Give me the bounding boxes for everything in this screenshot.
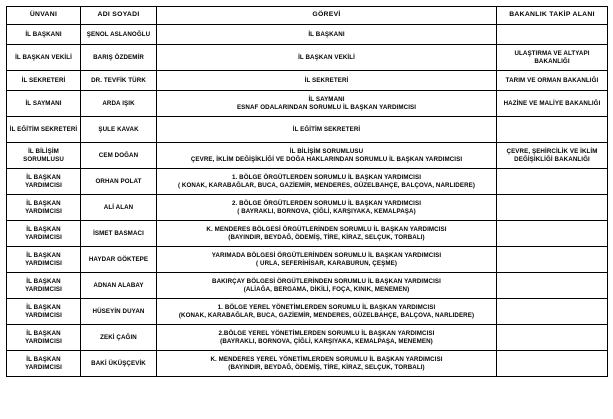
duty-main: 1. BÖLGE YEREL YÖNETİMLERDEN SORUMLU İL BAŞKAN YARDIMCISI xyxy=(217,303,436,311)
duty-sub: ESNAF ODALARINDAN SORUMLU İL BAŞKAN YARDIMCISI xyxy=(236,103,417,111)
cell-ministry xyxy=(497,351,608,377)
organization-table xyxy=(6,6,608,377)
table-row xyxy=(7,247,608,273)
cell-title: İL BAŞKAN YARDIMCISI xyxy=(7,351,81,377)
table-row xyxy=(7,91,608,117)
cell-duty xyxy=(157,247,497,273)
cell-duty xyxy=(157,169,497,195)
duty-main: 2. BÖLGE ÖRGÜTLERDEN SORUMLU İL BAŞKAN YARDIMCISI xyxy=(231,199,422,207)
cell-ministry xyxy=(497,247,608,273)
cell-duty xyxy=(157,273,497,299)
cell-title: İL BAŞKAN YARDIMCISI xyxy=(7,325,81,351)
duty-sub: ( KONAK, KARABAĞLAR, BUCA, GAZİEMİR, MENDERES, GÜZELBAHÇE, BALÇOVA, NARLIDERE) xyxy=(177,181,476,189)
cell-duty xyxy=(157,221,497,247)
duty-main: İL BAŞKAN VEKİLİ xyxy=(298,53,355,61)
duty-main: İL SEKRETERİ xyxy=(304,76,349,84)
cell-duty xyxy=(157,325,497,351)
column-header-duty: GÖREVİ xyxy=(157,7,497,25)
cell-name: İSMET BASMACI xyxy=(81,221,157,247)
cell-name: CEM DOĞAN xyxy=(81,143,157,169)
cell-title: İL BAŞKAN YARDIMCISI xyxy=(7,195,81,221)
cell-name: ADNAN ALABAY xyxy=(81,273,157,299)
cell-duty xyxy=(157,45,497,71)
duty-sub: ( BAYRAKLI, BORNOVA, ÇİĞLİ, KARŞIYAKA, KEMALPAŞA) xyxy=(237,207,416,215)
cell-name: ŞENOL ASLANOĞLU xyxy=(81,25,157,45)
duty-main: K. MENDERES YEREL YÖNETİMLERDEN SORUMLU İL BAŞKAN YARDIMCISI xyxy=(210,355,443,363)
table-row xyxy=(7,169,608,195)
table-row xyxy=(7,325,608,351)
cell-duty xyxy=(157,195,497,221)
duty-main: BAKIRÇAY BÖLGESİ ÖRGÜTLERİNDEN SORUMLU İL BAŞKAN YARDIMCISI xyxy=(212,277,441,285)
cell-ministry xyxy=(497,169,608,195)
duty-main: K. MENDERES BÖLGESİ ÖRGÜTLERİNDEN SORUMLU İL BAŞKAN YARDIMCISI xyxy=(206,225,447,233)
cell-duty xyxy=(157,71,497,91)
table-header-row xyxy=(7,7,608,25)
table-row xyxy=(7,221,608,247)
duty-sub: (KONAK, KARABAĞLAR, BUCA, GAZİEMİR, MENDERES, GÜZELBAHÇE, BALÇOVA, NARLIDERE) xyxy=(178,311,475,319)
duty-main: İL EĞİTİM SEKRETERİ xyxy=(292,125,361,133)
table-header xyxy=(7,7,608,25)
cell-title: İL BİLİŞİM SORUMLUSU xyxy=(7,143,81,169)
cell-title: İL BAŞKAN YARDIMCISI xyxy=(7,247,81,273)
cell-ministry: ULAŞTIRMA VE ALTYAPI BAKANLIĞI xyxy=(497,45,608,71)
cell-ministry xyxy=(497,25,608,45)
duty-main: 2.BÖLGE YEREL YÖNETİMLERDEN SORUMLU İL BAŞKAN YARDIMCISI xyxy=(218,329,435,337)
cell-name: DR. TEVFİK TÜRK xyxy=(81,71,157,91)
duty-sub: (BAYINDIR, BEYDAĞ, ÖDEMİŞ, TİRE, KİRAZ, SELÇUK, TORBALI) xyxy=(228,363,425,371)
duty-sub: ( URLA, SEFERİHİSAR, KARABURUN, ÇEŞME) xyxy=(256,259,397,267)
table-row xyxy=(7,25,608,45)
duty-sub: (BAYINDIR, BEYDAĞ, ÖDEMİŞ, TİRE, KİRAZ, SELÇUK, TORBALI) xyxy=(228,233,425,241)
table-row xyxy=(7,299,608,325)
cell-duty xyxy=(157,299,497,325)
cell-ministry: ÇEVRE, ŞEHİRCİLİK VE İKLİM DEĞİŞİKLİĞİ BAKANLIĞI xyxy=(497,143,608,169)
duty-main: İL SAYMANI xyxy=(308,95,345,103)
cell-title: İL BAŞKAN YARDIMCISI xyxy=(7,299,81,325)
cell-ministry xyxy=(497,299,608,325)
cell-name: ARDA IŞIK xyxy=(81,91,157,117)
column-header-ministry: BAKANLIK TAKİP ALANI xyxy=(497,7,608,25)
table-row xyxy=(7,273,608,299)
duty-main: YARIMADA BÖLGESİ ÖRGÜTLERİNDEN SORUMLU İL BAŞKAN YARDIMCISI xyxy=(211,251,442,259)
cell-ministry xyxy=(497,221,608,247)
cell-duty xyxy=(157,143,497,169)
cell-name: HAYDAR GÖKTEPE xyxy=(81,247,157,273)
duty-main: 1. BÖLGE ÖRGÜTLERDEN SORUMLU İL BAŞKAN YARDIMCISI xyxy=(231,173,422,181)
duty-sub: (BAYRAKLI, BORNOVA, ÇİĞLİ, KARŞIYAKA, KEMALPAŞA, MENEMEN) xyxy=(220,337,433,345)
table-row xyxy=(7,117,608,143)
table-row xyxy=(7,45,608,71)
duty-sub: (ALİAĞA, BERGAMA, DİKİLİ, FOÇA, KINIK, MENEMEN) xyxy=(243,285,410,293)
cell-name: ALİ ALAN xyxy=(81,195,157,221)
table-row xyxy=(7,143,608,169)
cell-duty xyxy=(157,25,497,45)
cell-duty xyxy=(157,351,497,377)
cell-name: ZEKİ ÇAĞIN xyxy=(81,325,157,351)
duty-main: İL BİLİŞİM SORUMLUSU xyxy=(289,147,364,155)
duty-main: İL BAŞKANI xyxy=(308,30,345,38)
cell-duty xyxy=(157,91,497,117)
cell-title: İL BAŞKAN YARDIMCISI xyxy=(7,221,81,247)
cell-title: İL BAŞKAN YARDIMCISI xyxy=(7,169,81,195)
cell-title: İL BAŞKANI xyxy=(7,25,81,45)
cell-name: ORHAN POLAT xyxy=(81,169,157,195)
cell-title: İL SAYMANI xyxy=(7,91,81,117)
cell-name: ŞULE KAVAK xyxy=(81,117,157,143)
cell-ministry xyxy=(497,195,608,221)
cell-name: BAKİ ÜKÜŞÇEVİK xyxy=(81,351,157,377)
cell-ministry xyxy=(497,325,608,351)
cell-ministry: TARIM VE ORMAN BAKANLIĞI xyxy=(497,71,608,91)
cell-title: İL BAŞKAN YARDIMCISI xyxy=(7,273,81,299)
cell-ministry: HAZİNE VE MALİYE BAKANLIĞI xyxy=(497,91,608,117)
column-header-name: ADI SOYADI xyxy=(81,7,157,25)
cell-name: BARIŞ ÖZDEMİR xyxy=(81,45,157,71)
duty-sub: ÇEVRE, İKLİM DEĞİŞİKLİĞİ VE DOĞA HAKLARINDAN SORUMLU İL BAŞKAN YARDIMCISI xyxy=(190,155,463,163)
cell-title: İL BAŞKAN VEKİLİ xyxy=(7,45,81,71)
cell-name: HÜSEYİN DUYAN xyxy=(81,299,157,325)
table-row xyxy=(7,351,608,377)
cell-ministry xyxy=(497,273,608,299)
cell-title: İL EĞİTİM SEKRETERİ xyxy=(7,117,81,143)
cell-ministry xyxy=(497,117,608,143)
table-row xyxy=(7,195,608,221)
table-row xyxy=(7,71,608,91)
cell-duty xyxy=(157,117,497,143)
table-body xyxy=(7,25,608,377)
column-header-title: ÜNVANI xyxy=(7,7,81,25)
cell-title: İL SEKRETERİ xyxy=(7,71,81,91)
